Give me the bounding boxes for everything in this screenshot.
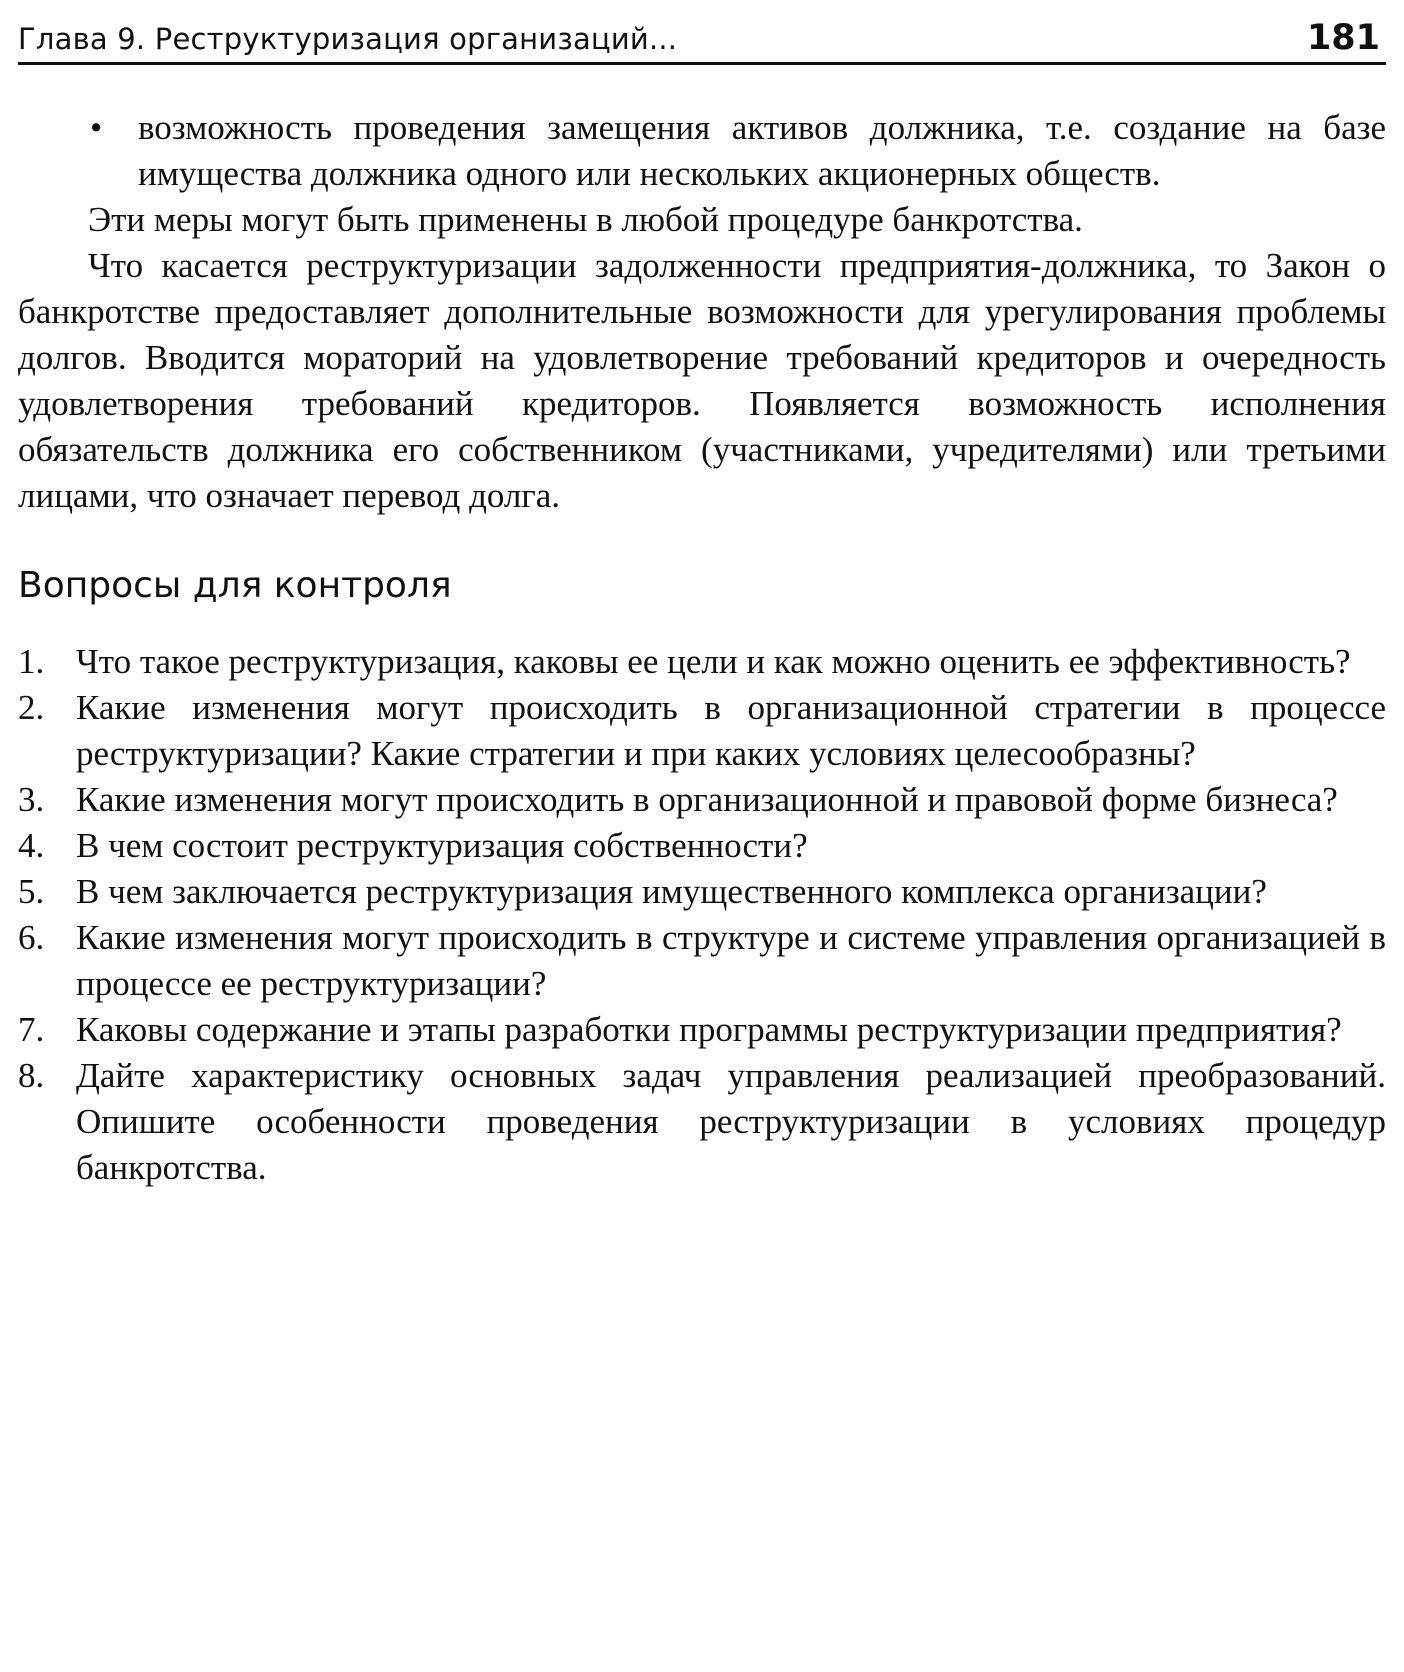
question-number: 2.: [18, 688, 45, 727]
question-item: [18, 869, 1386, 915]
question-item: [18, 915, 1386, 1007]
bullet-marker: •: [90, 108, 103, 147]
question-item: [18, 685, 1386, 777]
question-text: Каковы содержание и этапы разработки программы реструктуризации предприятия?: [76, 1010, 1342, 1049]
question-text: В чем состоит реструктуризация собственности?: [76, 826, 808, 865]
book-page: [18, 0, 1386, 1191]
bullet-text: возможность проведения замещения активов должника, т.е. создание на базе имущества должника одного или нескольких акционерных обществ.: [138, 108, 1386, 193]
question-text: Что такое реструктуризация, каковы ее цели и как можно оценить ее эффективность?: [76, 642, 1351, 681]
chapter-title: Глава 9. Реструктуризация организаций...: [18, 22, 678, 56]
running-header: [18, 0, 1386, 65]
bullet-item: [18, 105, 1386, 197]
question-number: 7.: [18, 1010, 45, 1049]
question-item: [18, 777, 1386, 823]
question-number: 3.: [18, 780, 45, 819]
question-text: Какие изменения могут происходить в структуре и системе управления организацией в процессе ее реструктуризации?: [76, 918, 1386, 1003]
question-number: 1.: [18, 642, 45, 681]
question-number: 8.: [18, 1056, 45, 1095]
question-text: Дайте характеристику основных задач управления реализацией преобразований. Опишите особенности проведения реструктуризации в условиях процедур банкротства.: [76, 1056, 1386, 1187]
question-item: [18, 1007, 1386, 1053]
page-number: 181: [1306, 18, 1380, 58]
question-item: [18, 823, 1386, 869]
paragraph-debt-restructuring: Что касается реструктуризации задолженности предприятия-должника, то Закон о банкротстве предоставляет дополнительные возможности для урегулирования проблемы долгов. Вводится мораторий на удовлетворение требований кредиторов и очередность удовлетворения требований кредиторов. Появляется возможность исполнения обязательств должника его собственником (участниками, учредителями) или третьими лицами, что означает перевод долга.: [18, 246, 1386, 515]
questions-list: [18, 639, 1386, 1191]
section-heading: Вопросы для контроля: [18, 565, 452, 606]
page-body: [18, 105, 1386, 1191]
paragraph-measures: Эти меры могут быть применены в любой процедуре банкротства.: [88, 200, 1083, 239]
question-text: В чем заключается реструктуризация имущественного комплекса организации?: [76, 872, 1267, 911]
question-number: 4.: [18, 826, 45, 865]
question-number: 6.: [18, 918, 45, 957]
question-number: 5.: [18, 872, 45, 911]
question-item: [18, 1053, 1386, 1191]
question-text: Какие изменения могут происходить в организационной стратегии в процессе реструктуризации? Какие стратегии и при каких условиях целесообразны?: [76, 688, 1386, 773]
question-item: [18, 639, 1386, 685]
question-text: Какие изменения могут происходить в организационной и правовой форме бизнеса?: [76, 780, 1338, 819]
